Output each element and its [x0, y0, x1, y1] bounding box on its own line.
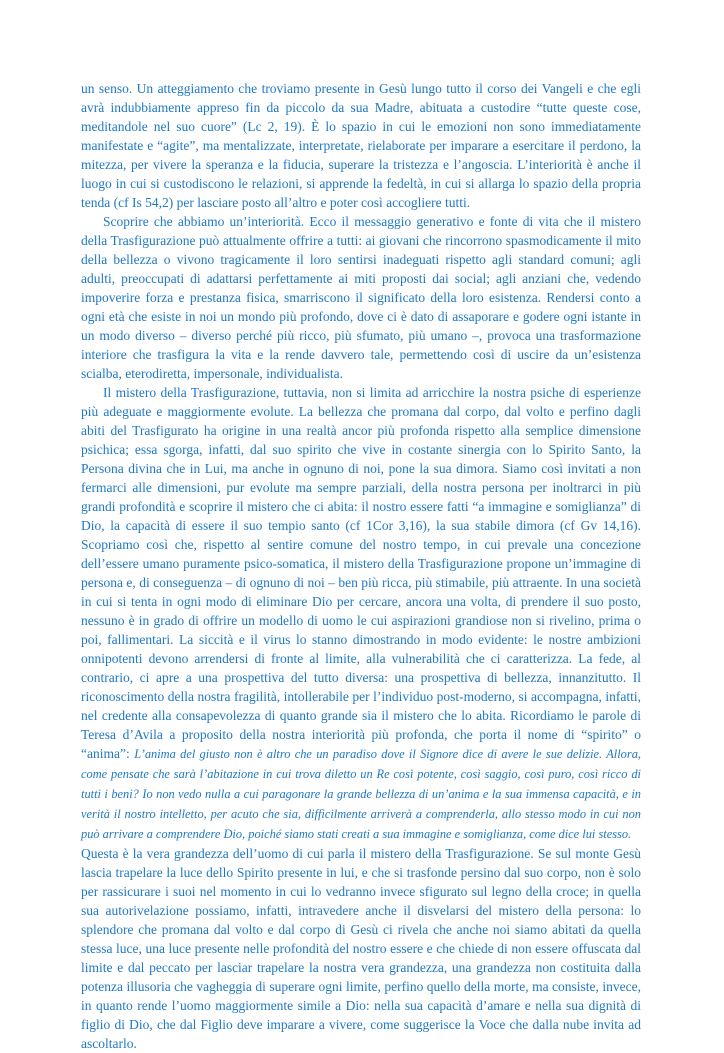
paragraph-3	[81, 383, 641, 1053]
paragraph-1: un senso. Un atteggiamento che troviamo presente in Gesù lungo tutto il corso dei Vangeli e che egli avrà indubbiamente appreso fin da piccolo da sua Madre, abituata a custodire “tutte queste cose, meditandole nel suo cuore” (Lc 2, 19). È lo spazio in cui le emozioni non sono immediatamente manifestate e “agite”, ma mentalizzate, interpretate, rielaborate per imparare a esercitare il perdono, la mitezza, per vivere la speranza e la fiducia, superare la tristezza e l’angoscia. L’interiorità è anche il luogo in cui si custodiscono le relazioni, si apprende la fedeltà, in cui si allarga lo spazio della propria tenda (cf Is 54,2) per lasciare posto all’altro e poter così accogliere tutti.	[81, 81, 641, 210]
teresa-avila-quote: L’anima del giusto non è altro che un paradiso dove il Signore dice di avere le sue delizie. Allora, come pensate che sarà l’abitazione in cui trova diletto un Re così potente, così saggio, così puro, così ricco di tutti i beni? Io non vedo nulla a cui paragonare la grande bellezza di un’anima e la sua immensa capacità, e in verità il nostro intelletto, per acuto che sia, difficilmente arriverà a comprenderla, allo stesso modo in cui non può arrivare a comprendere Dio, poiché siamo stati creati a sua immagine e somiglianza, come dice lui stesso.	[81, 747, 641, 841]
paragraph-3-conclusion: Questa è la vera grandezza dell’uomo di cui parla il mistero della Trasfigurazione. Se sul monte Gesù lascia trapelare la luce dello Spirito presente in lui, e che si trasfonde persino dal suo corpo, non è solo per rassicurare i suoi nel momento in cui lo vedranno invece sfigurato sul legno della croce; in quella sua autorivelazione possiamo, infatti, intravedere anche il disvelarsi del mistero della persona: lo splendore che promana dal volto e dal corpo di Gesù ci rivela che anche noi siamo abitati da quella stessa luce, una luce presente nelle profondità del nostro essere e che chiede di non essere offuscata dal limite e dal peccato per lasciar trapelare la nostra vera grandezza, una grandezza non costituita dalla potenza illusoria che vagheggia di superare ogni limite, perfino quello della morte, ma consiste, invece, in quanto rende l’uomo maggiormente simile a Dio: nella sua capacità d’amare e nella sua dignità di figlio di Dio, che dal Figlio deve imparare a vivere, come suggerisce la Voce che dalla nube invita ad ascoltarlo.	[81, 846, 641, 1051]
paragraph-2: Scoprire che abbiamo un’interiorità. Ecco il messaggio generativo e fonte di vita che il mistero della Trasfigurazione può attualmente offrire a tutti: ai giovani che rincorrono spasmodicamente il mito della bellezza o vivono tragicamente il loro sentirsi inadeguati rispetto agli standard comuni; agli adulti, preoccupati di adattarsi perfettamente ai miti proposti dai social; agli anziani che, vedendo impoverire forza e prestanza fisica, smarriscono il significato della loro esistenza. Rendersi conto a ogni età che esiste in noi un mondo più profondo, dove ci è dato di assaporare e godere ogni istante in un modo diverso – diverso perché più ricco, più sfumato, più umano –, provoca una trasformazione interiore che trasfigura la vita e la rende davvero tale, permettendo così di uscire da un’esistenza scialba, eterodiretta, impersonale, individualista.	[81, 214, 641, 381]
document-page	[81, 79, 641, 1053]
paragraph-3-text: Il mistero della Trasfigurazione, tuttavia, non si limita ad arricchire la nostra psiche di esperienze più adeguate e maggiormente evolute. La bellezza che promana dal corpo, dal volto e perfino dagli abiti del Trasfigurato ha origine in una realtà ancor più profonda rispetto alla semplice dimensione psichica; essa sgorga, infatti, dal suo spirito che vive in costante sinergia con lo Spirito Santo, la Persona divina che in Lui, ma anche in ognuno di noi, pone la sua dimora. Siamo così invitati a non fermarci alle dimensioni, pur evolute ma sempre parziali, della nostra persona per inoltrarci in più grandi profondità e scoprire il mistero che ci abita: il nostro essere fatti “a immagine e somiglianza” di Dio, la capacità di essere il suo tempio santo (cf 1Cor 3,16), la sua stabile dimora (cf Gv 14,16). Scopriamo così che, rispetto al sentire comune del nostro tempo, in cui prevale una concezione dell’essere umano puramente psico-somatica, il mistero della Trasfigurazione propone un’immagine di persona e, di conseguenza – di ognuno di noi – ben più ricca, più stimabile, più attraente. In una società in cui si tenta in ogni modo di eliminare Dio per cercare, ancora una volta, di prendere il suo posto, nessuno è in grado di offrire un modello di uomo le cui aspirazioni grandiose non si rivelino, prima o poi, fallimentari. La siccità e il virus lo stanno dimostrando in modo evidente: le nostre ambizioni onnipotenti devono arrendersi di fronte al limite, alla vulnerabilità che ci caratterizza. La fede, al contrario, ci apre a una prospettiva del tutto diversa: una prospettiva di bellezza, innanzitutto. Il riconoscimento della nostra fragilità, intollerabile per l’individuo post-moderno, si accompagna, infatti, nel credente alla consapevolezza di quanto grande sia il mistero che lo abita. Ricordiamo le parole di Teresa d’Avila a proposito della nostra interiorità più profonda, che porta il nome di “spirito” o “anima”:	[81, 385, 641, 761]
